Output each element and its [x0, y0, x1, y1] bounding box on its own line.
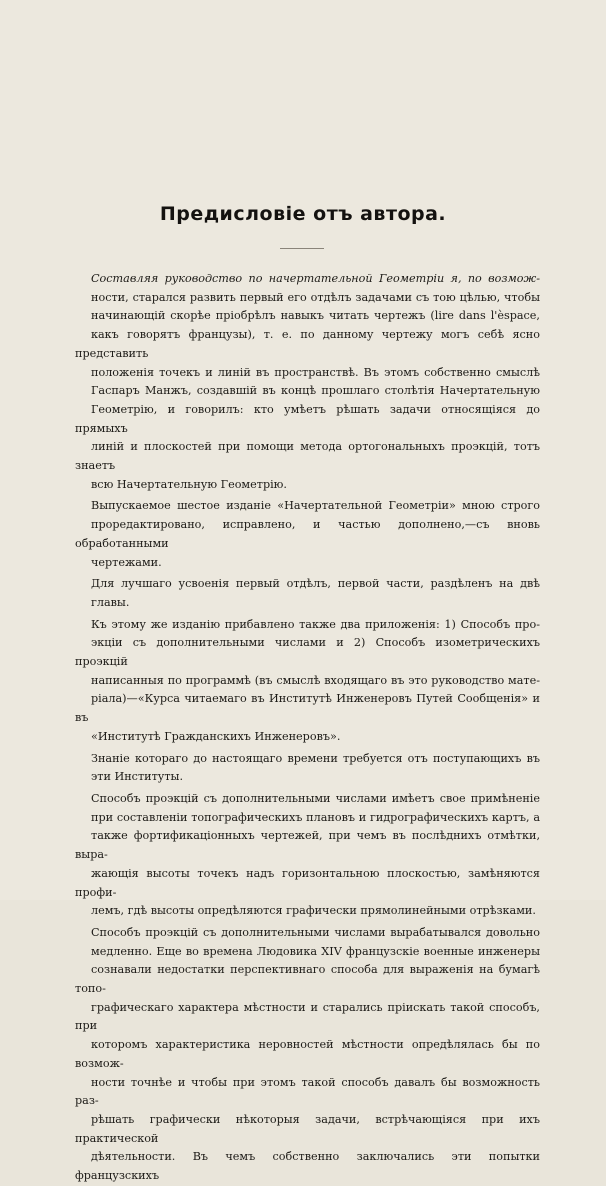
- text-line: линій и плоскостей при помощи метода ортогональныхъ проэкцій, тотъ знаетъ: [75, 440, 540, 473]
- text-line: положенія точекъ и линій въ пространствѣ. Въ этомъ собственно смыслѣ: [91, 365, 540, 379]
- text-line: ности, старался развить первый его отдѣлъ задачами съ тою цѣлью, чтобы: [91, 290, 540, 304]
- text-line: Къ этому же изданію прибавлено также два приложенія: 1) Способъ про-: [91, 617, 540, 631]
- text-line: всю Начертательную Геометрію.: [91, 477, 287, 491]
- paragraph: [75, 616, 540, 747]
- text-line: жающія высоты точекъ надъ горизонтальною плоскостью, замѣняются профи-: [75, 866, 540, 899]
- page-title: Предисловіе отъ автора.: [159, 203, 447, 225]
- text-line: лемъ, гдѣ высоты опредѣляются графически прямолинейными отрѣзками.: [91, 904, 536, 918]
- text-line: сознавали недостатки перспективнаго способа для выраженія на бумагѣ топо-: [75, 963, 540, 996]
- text-line: Способъ проэкцій съ дополнительными числами вырабатывался довольно: [91, 925, 540, 939]
- text-line: Знаніе котораго до настоящаго времени требуется отъ поступающихъ въ: [91, 751, 540, 765]
- text-line: рѣшать графически нѣкоторыя задачи, встрѣчающіяся при ихъ практической: [75, 1112, 540, 1145]
- text-line: также фортификаціонныхъ чертежей, при чемъ въ послѣднихъ отмѣтки, выра-: [75, 829, 540, 862]
- paragraph: [75, 790, 540, 921]
- paragraph: [75, 497, 540, 572]
- text-line: эти Институты.: [91, 770, 184, 784]
- text-line: Способъ проэкцій съ дополнительными числами имѣетъ свое примѣненіе: [91, 791, 540, 805]
- text-line: ности точнѣе и чтобы при этомъ такой способъ давалъ бы возможность раз-: [75, 1075, 540, 1108]
- text-line: Составляя руководство по начертательной Геометріи я, по возмож-: [91, 272, 540, 285]
- text-line: чертежами.: [91, 555, 162, 569]
- text-line: начинающій скорѣе пріобрѣлъ навыкъ читать чертежъ (lire dans l'èspace,: [91, 309, 540, 323]
- text-line: какъ говорятъ французы), т. е. по данному чертежу могъ себѣ ясно представить: [75, 328, 540, 360]
- text-line: Геометрію, и говорилъ: кто умѣетъ рѣшать задачи относящіяся до прямыхъ: [75, 402, 540, 435]
- text-line: проредактировано, исправлено, и частью дополнено,—съ вновь обработанными: [75, 518, 540, 550]
- preface-body: [75, 270, 540, 1186]
- paragraph: [75, 750, 540, 787]
- text-line: которомъ характеристика неровностей мѣстности опредѣлялась бы по возмож-: [75, 1038, 540, 1070]
- text-line: графическаго характера мѣстности и старались пріискать такой способъ, при: [75, 1000, 540, 1033]
- text-line: экціи съ дополнительными числами и 2) Способъ изометрическихъ проэкцій: [75, 636, 540, 669]
- text-line: Для лучшаго усвоенія первый отдѣлъ, первой части, раздѣленъ на двѣ: [91, 577, 540, 591]
- text-line: Гаспаръ Манжъ, создавшій въ концѣ прошлаго столѣтія Начертательную: [91, 384, 540, 398]
- text-line: при составленіи топографическихъ плановъ и гидрографическихъ картъ, а: [91, 810, 540, 824]
- text-line: Выпускаемое шестое изданіе «Начертательной Геометріи» мною строго: [91, 499, 540, 513]
- paragraph: [75, 924, 540, 1186]
- paragraph: [75, 575, 540, 612]
- text-line: написанныя по программѣ (въ смыслѣ входящаго въ это руководство мате-: [91, 673, 540, 687]
- text-line: «Институтѣ Гражданскихъ Инженеровъ».: [91, 729, 341, 743]
- text-line: главы.: [91, 595, 130, 609]
- text-line: ріала)—«Курса читаемаго въ Институтѣ Инженеровъ Путей Сообщенія» и въ: [75, 692, 540, 725]
- title-divider: [280, 248, 324, 249]
- text-line: медленно. Еще во времена Людовика XIV французскіе военные инженеры: [91, 944, 540, 958]
- paragraph: [75, 270, 540, 494]
- text-line: дѣятельности. Въ чемъ собственно заключались эти попытки французскихъ: [75, 1150, 540, 1183]
